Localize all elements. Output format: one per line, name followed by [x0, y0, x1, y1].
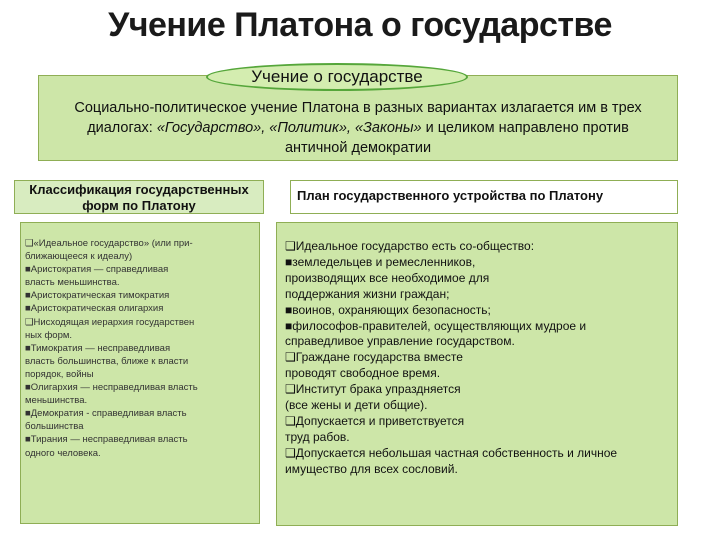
intro-line-3: античной демократии	[284, 140, 432, 156]
classification-line: ❑«Идеальное государство» (или при-	[25, 238, 193, 249]
classification-line: власть большинства, ближе к власти	[25, 355, 189, 367]
classification-line: ■Аристократическая тимократия	[25, 290, 170, 302]
intro-line-2-prefix: диалогах:	[87, 120, 157, 136]
plan-line: ❑Идеальное государство есть со-общество:	[285, 239, 535, 253]
plan-line: поддержания жизни граждан;	[285, 286, 450, 301]
classification-line: ■Тимократия — несправедливая	[25, 342, 171, 354]
plan-line: труд рабов.	[285, 429, 350, 444]
intro-dialogues: «Государство», «Политик», «Законы»	[156, 120, 422, 136]
page-title: Учение Платона о государстве	[108, 6, 612, 44]
plan-line: ❑Допускается и приветствуется	[285, 413, 465, 428]
plan-line: справедливое управление государством.	[285, 334, 515, 349]
classification-line: ❑Нисходящая иерархия государствен	[25, 316, 195, 328]
classification-line: ■Аристократическая олигархия	[25, 303, 164, 315]
classification-line: ■Демократия - справедливая власть	[25, 408, 187, 420]
plan-line: проводят свободное время.	[285, 366, 441, 381]
plan-line: ■философов-правителей, осуществляющих мудрое и	[285, 318, 587, 333]
classification-line: ■Тирания — несправедливая власть	[25, 434, 188, 446]
classification-line: ближающееся к идеалу)	[25, 251, 133, 263]
intro-text	[40, 98, 676, 158]
classification-line: порядок, войны	[25, 368, 94, 380]
plan-line: ❑Граждане государства вместе	[285, 350, 463, 365]
intro-line-2	[40, 118, 676, 138]
plan-line: производящих все необходимое для	[285, 270, 490, 285]
classification-line: большинства	[25, 421, 84, 433]
classification-line: меньшинства.	[25, 395, 88, 407]
intro-line-2-suffix: и целиком направлено против	[421, 120, 629, 136]
classification-line: ■Аристократия — справедливая	[25, 264, 169, 276]
plan-line: имущество для всех сословий.	[285, 461, 458, 476]
classification-line: ных форм.	[25, 329, 73, 341]
classification-line: одного человека.	[25, 447, 101, 459]
classification-line: власть меньшинства.	[25, 277, 120, 289]
plan-line: (все жены и дети общие).	[285, 398, 428, 413]
intro-oval-label: Учение о государстве	[206, 63, 468, 91]
classification-header: Классификация государственных форм по Платону	[14, 180, 264, 214]
classification-panel	[20, 222, 260, 524]
plan-header: План государственного устройства по Платону	[290, 180, 678, 214]
intro-line-1: Социально-политическое учение Платона в разных вариантах излагается им в трех	[74, 100, 642, 116]
plan-line: ❑Допускается небольшая частная собственность и личное	[285, 445, 618, 460]
plan-line: ❑Институт брака упраздняется	[285, 382, 461, 397]
plan-panel	[276, 222, 678, 526]
classification-line: ■Олигархия — несправедливая власть	[25, 382, 198, 394]
plan-line: ■земледельцев и ремесленников,	[285, 254, 476, 269]
plan-line: ■воинов, охраняющих безопасность;	[285, 302, 491, 317]
